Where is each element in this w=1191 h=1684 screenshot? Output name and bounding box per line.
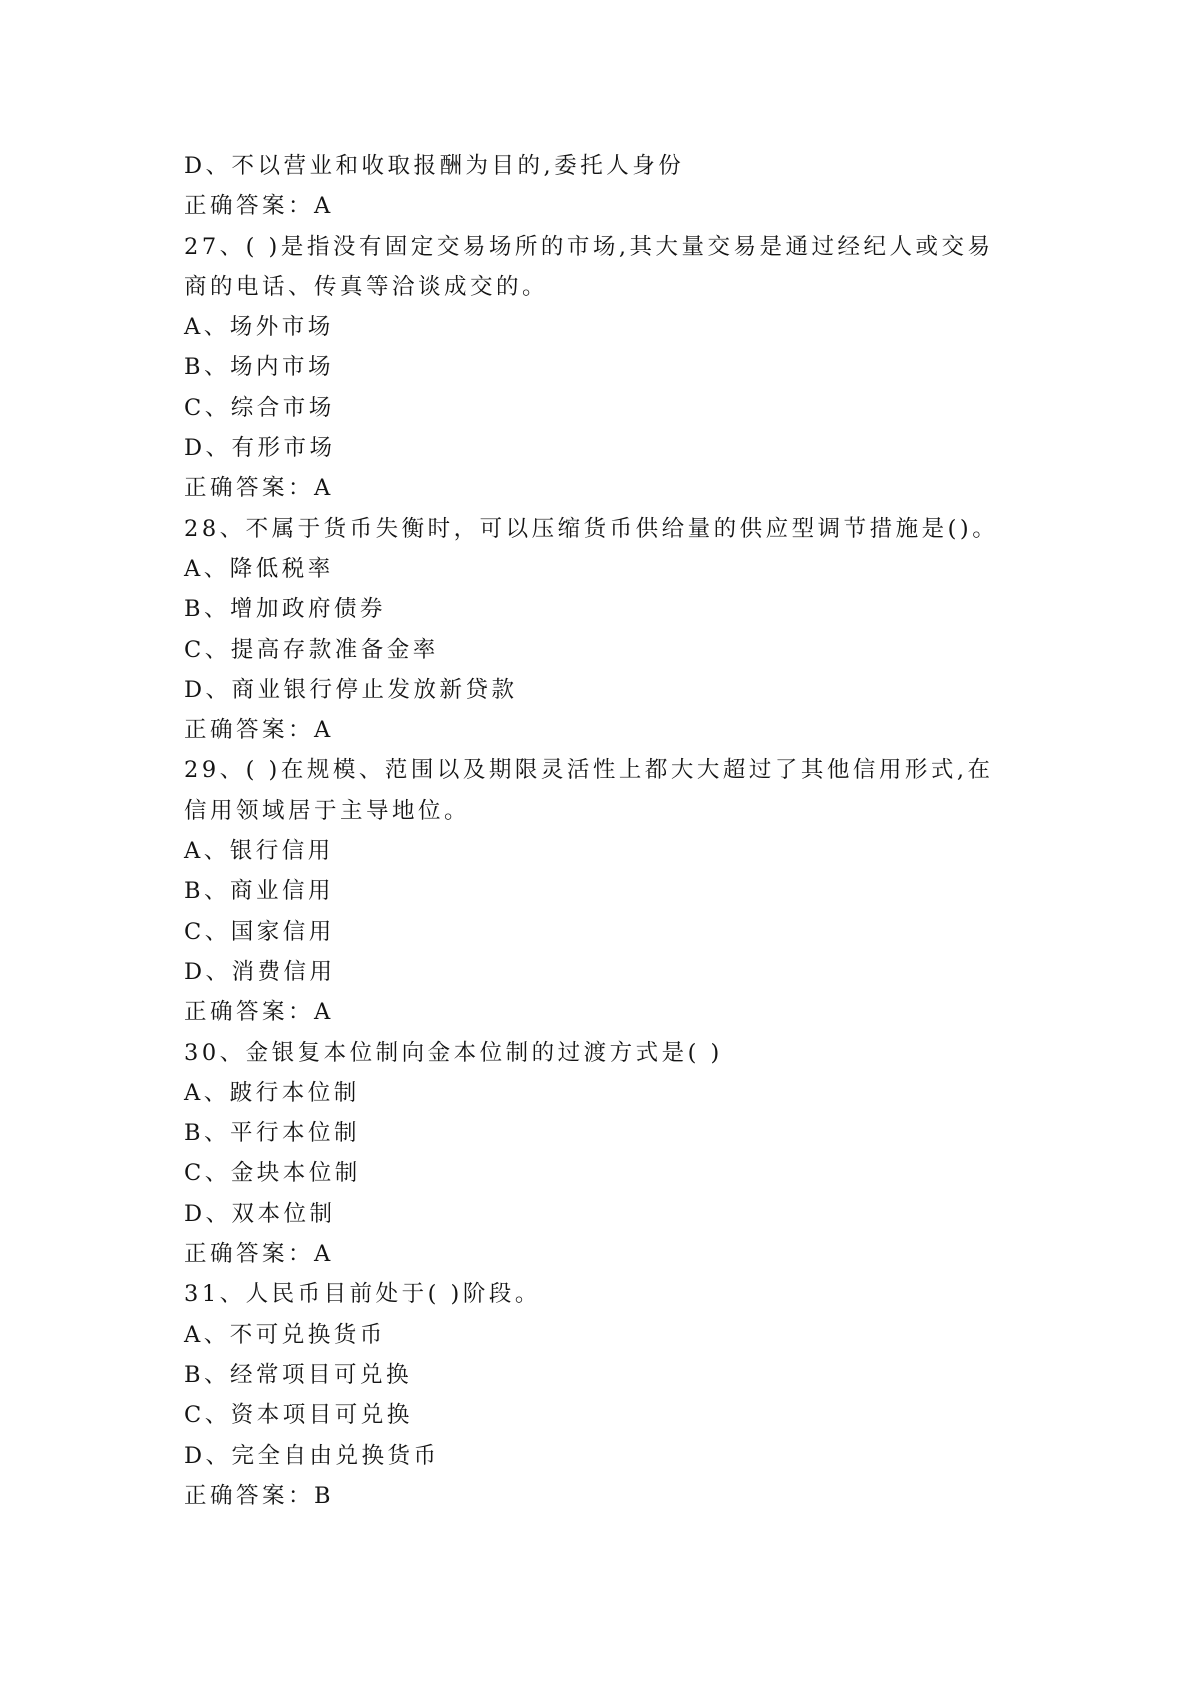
option-text: B、商业信用 (184, 878, 335, 905)
option-text: B、增加政府债券 (184, 596, 387, 623)
option-text: D、消费信用 (184, 958, 336, 985)
question-text: 27、( )是指没有固定交易场所的市场,其大量交易是通过经纪人或交易 (184, 233, 994, 260)
option-text: A、降低税率 (184, 555, 334, 582)
option-text: A、不可兑换货币 (184, 1321, 386, 1348)
option-text: A、场外市场 (184, 314, 334, 341)
option-text: D、商业银行停止发放新贷款 (184, 676, 518, 703)
option-text: C、金块本位制 (184, 1160, 361, 1187)
option-text: D、有形市场 (184, 435, 336, 462)
answer-text: 正确答案：B (184, 1482, 335, 1509)
answer-text: 正确答案：A (184, 999, 334, 1026)
answer-text: 正确答案：A (184, 475, 334, 502)
option-text: A、银行信用 (184, 838, 334, 865)
answer-text: 正确答案：A (184, 717, 334, 744)
option-text: C、综合市场 (184, 394, 335, 421)
question-text: 28、不属于货币失衡时，可以压缩货币供给量的供应型调节措施是()。 (184, 515, 999, 542)
question-text: 30、金银复本位制向金本位制的过渡方式是( ) (184, 1039, 723, 1066)
option-text: A、跛行本位制 (184, 1079, 360, 1106)
option-text: B、平行本位制 (184, 1120, 361, 1147)
option-text: D、不以营业和收取报酬为目的,委托人身份 (184, 153, 685, 179)
option-text: C、国家信用 (184, 918, 335, 945)
question-text: 29、( )在规模、范围以及期限灵活性上都大大超过了其他信用形式,在 (184, 757, 994, 784)
answer-text: 正确答案：A (184, 1241, 334, 1268)
question-text: 31、人民币目前处于( )阶段。 (184, 1281, 541, 1308)
question-text-continued: 商的电话、传真等洽谈成交的。 (184, 273, 549, 300)
option-text: D、双本位制 (184, 1200, 336, 1227)
document-page (184, 146, 1024, 1516)
option-text: D、完全自由兑换货币 (184, 1442, 440, 1469)
option-text: C、资本项目可兑换 (184, 1402, 413, 1429)
answer-text: 正确答案：A (184, 193, 334, 220)
option-text: B、经常项目可兑换 (184, 1361, 413, 1388)
option-text: B、场内市场 (184, 354, 335, 381)
option-text: C、提高存款准备金率 (184, 636, 439, 663)
question-text-continued: 信用领域居于主导地位。 (184, 797, 471, 824)
